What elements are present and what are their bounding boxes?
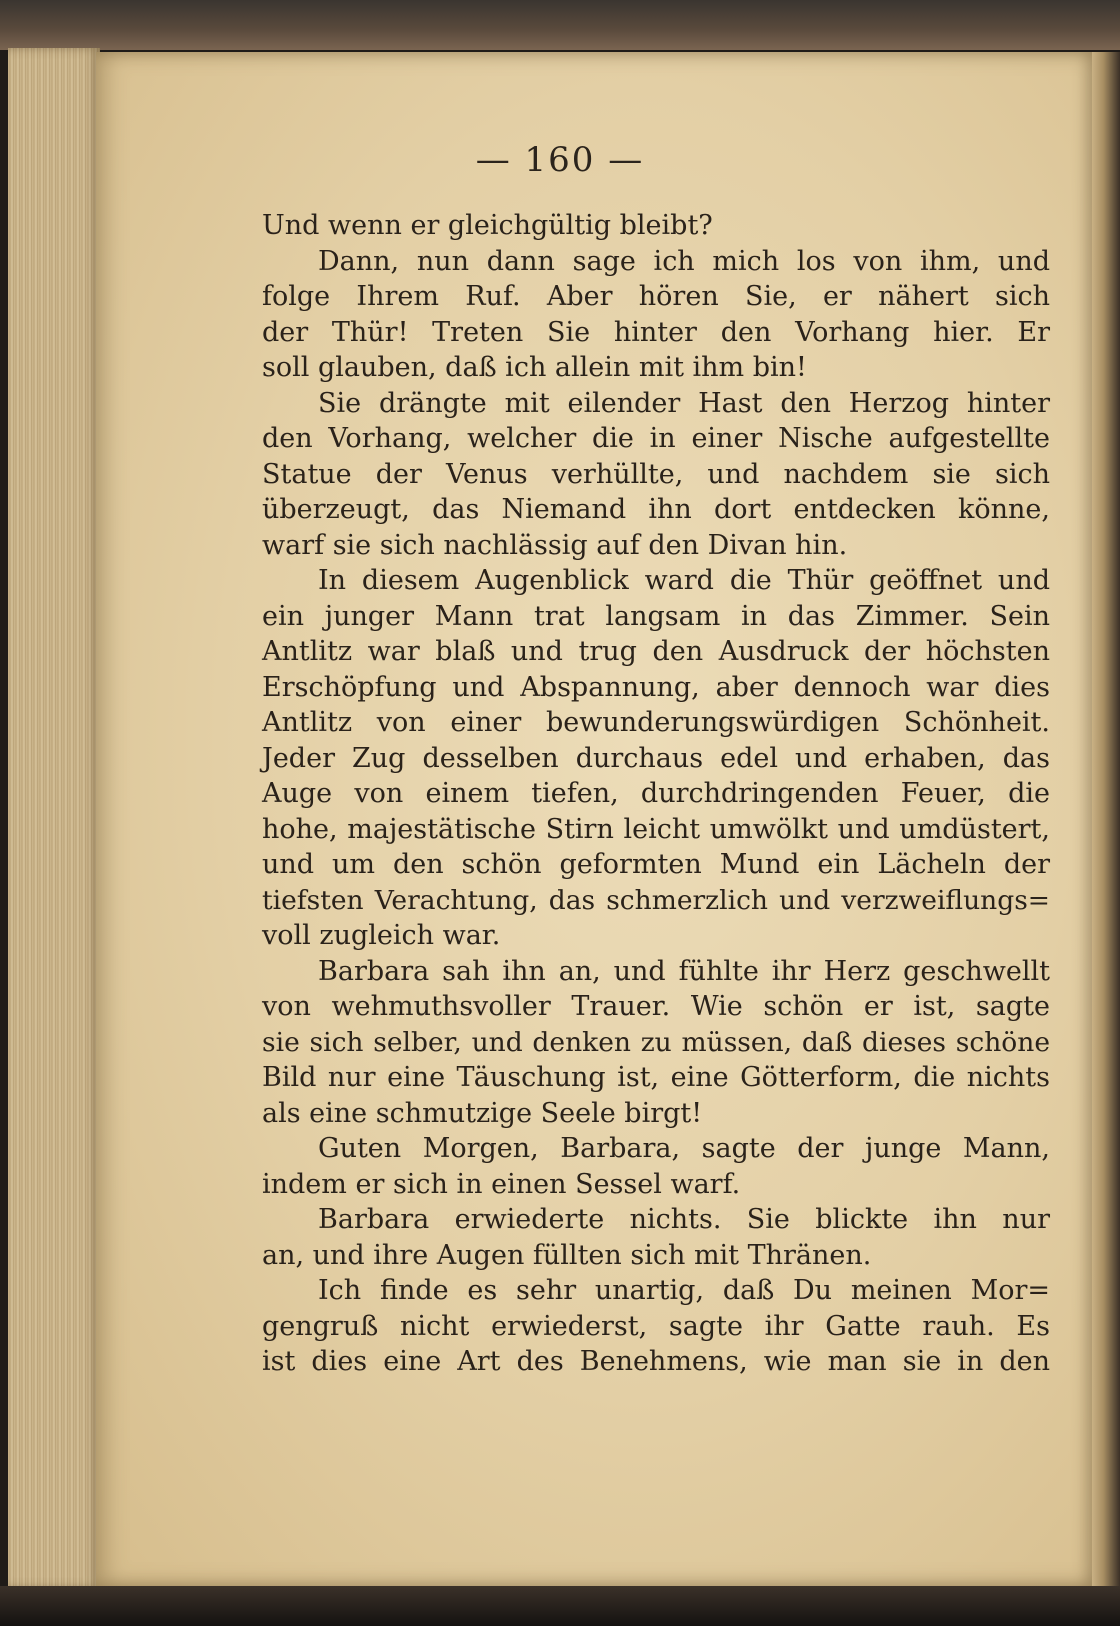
text-line: ein junger Mann trat langsam in das Zimmer. Sein (262, 600, 1050, 632)
text-line: Barbara sah ihn an, und fühlte ihr Herz geschwellt (318, 955, 1050, 987)
text-line: Auge von einem tiefen, durchdringenden Feuer, die (262, 778, 1050, 809)
text-line: Sie drängte mit eilender Hast den Herzog hinter (318, 387, 1050, 419)
text-line: warf sie sich nachlässig auf den Divan hin. (262, 529, 848, 561)
text-line: folge Ihrem Ruf. Aber hören Sie, er nähert sich (262, 281, 1050, 312)
text-line: gengruß nicht erwiederst, sagte ihr Gatte rauh. Es (262, 1310, 1050, 1342)
text-line: als eine schmutzige Seele birgt! (262, 1097, 703, 1129)
text-line: Erschöpfung und Abspannung, aber dennoch war dies (262, 671, 1050, 703)
text-line: indem er sich in einen Sessel warf. (262, 1168, 741, 1200)
page-number: — 160 — (475, 140, 645, 180)
book-bottom-edge (0, 1586, 1120, 1626)
text-line: sie sich selber, und denken zu müssen, daß dieses schöne (262, 1026, 1050, 1058)
text-line: Jeder Zug desselben durchaus edel und erhaben, das (262, 742, 1050, 774)
text-line: überzeugt, das Niemand ihn dort entdecken könne, (262, 494, 1050, 525)
text-line: ist dies eine Art des Benehmens, wie man sie in den (262, 1346, 1050, 1377)
text-line: In diesem Augenblick ward die Thür geöffnet und (318, 565, 1050, 596)
text-line: Statue der Venus verhüllte, und nachdem sie sich (262, 458, 1050, 490)
book-top-edge (0, 0, 1120, 50)
text-line: von wehmuthsvoller Trauer. Wie schön er ist, sagte (262, 991, 1050, 1022)
text-line: der Thür! Treten Sie hinter den Vorhang hier. Er (262, 316, 1050, 348)
text-line: tiefsten Verachtung, das schmerzlich und verzweiflungs= (262, 884, 1050, 916)
page-stack-edge (8, 48, 100, 1588)
text-line: soll glauben, daß ich allein mit ihm bin! (262, 352, 807, 383)
text-line: an, und ihre Augen füllten sich mit Thränen. (262, 1239, 872, 1271)
text-line: Barbara erwiederte nichts. Sie blickte ihn nur (318, 1204, 1050, 1235)
text-line: hohe, majestätische Stirn leicht umwölkt und umdüstert, (262, 813, 1050, 845)
text-line: den Vorhang, welcher die in einer Nische aufgestellte (262, 423, 1050, 454)
text-line: und um den schön geformten Mund ein Lächeln der (262, 849, 1050, 880)
body-text (262, 208, 1050, 1380)
text-line: Und wenn er gleichgültig bleibt? (262, 210, 713, 241)
text-line: Antlitz von einer bewunderungswürdigen Schönheit. (262, 707, 1050, 738)
book-right-edge (1092, 52, 1120, 1592)
text-line: Guten Morgen, Barbara, sagte der junge Mann, (318, 1133, 1050, 1164)
text-line: Bild nur eine Täuschung ist, eine Götterform, die nichts (262, 1062, 1050, 1093)
text-line: Dann, nun dann sage ich mich los von ihm, und (318, 245, 1050, 277)
text-line: voll zugleich war. (262, 920, 501, 951)
text-line: Antlitz war blaß und trug den Ausdruck der höchsten (262, 636, 1050, 667)
text-line: Ich finde es sehr unartig, daß Du meinen Mor= (318, 1275, 1050, 1306)
